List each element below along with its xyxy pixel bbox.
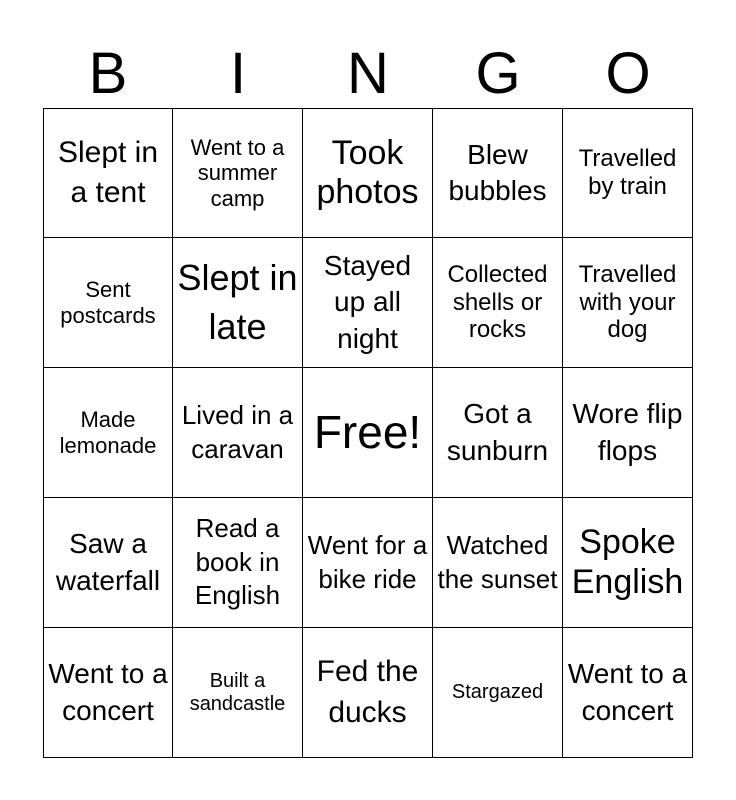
bingo-header <box>43 40 693 108</box>
bingo-cell[interactable]: Saw a waterfall <box>43 498 173 628</box>
header-letter-n: N <box>347 41 389 106</box>
bingo-cell[interactable]: Wore flip flops <box>563 368 693 498</box>
header-letter-b: B <box>88 41 128 106</box>
free-space-cell[interactable]: Free! <box>303 368 433 498</box>
bingo-cell[interactable]: Went to a concert <box>563 628 693 758</box>
header-letter-o: O <box>605 41 651 106</box>
bingo-cell[interactable]: Fed the ducks <box>303 628 433 758</box>
bingo-cell[interactable]: Took photos <box>303 108 433 238</box>
bingo-board <box>43 108 693 758</box>
bingo-cell[interactable]: Made lemonade <box>43 368 173 498</box>
bingo-cell[interactable]: Spoke English <box>563 498 693 628</box>
bingo-cell[interactable]: Watched the sunset <box>433 498 563 628</box>
bingo-cell[interactable]: Travelled by train <box>563 108 693 238</box>
bingo-cell[interactable]: Collected shells or rocks <box>433 238 563 368</box>
bingo-cell[interactable]: Stargazed <box>433 628 563 758</box>
bingo-cell[interactable]: Went to a summer camp <box>173 108 303 238</box>
bingo-cell[interactable]: Went for a bike ride <box>303 498 433 628</box>
bingo-cell[interactable]: Sent postcards <box>43 238 173 368</box>
header-letter-g: G <box>475 41 521 106</box>
bingo-cell[interactable]: Read a book in English <box>173 498 303 628</box>
bingo-cell[interactable]: Blew bubbles <box>433 108 563 238</box>
bingo-cell[interactable]: Lived in a caravan <box>173 368 303 498</box>
bingo-cell[interactable]: Stayed up all night <box>303 238 433 368</box>
bingo-cell[interactable]: Travelled with your dog <box>563 238 693 368</box>
bingo-cell[interactable]: Slept in a tent <box>43 108 173 238</box>
bingo-cell[interactable]: Got a sunburn <box>433 368 563 498</box>
header-letter-i: I <box>229 41 247 106</box>
bingo-cell[interactable]: Went to a concert <box>43 628 173 758</box>
bingo-cell[interactable]: Slept in late <box>173 238 303 368</box>
bingo-cell[interactable]: Built a sandcastle <box>173 628 303 758</box>
